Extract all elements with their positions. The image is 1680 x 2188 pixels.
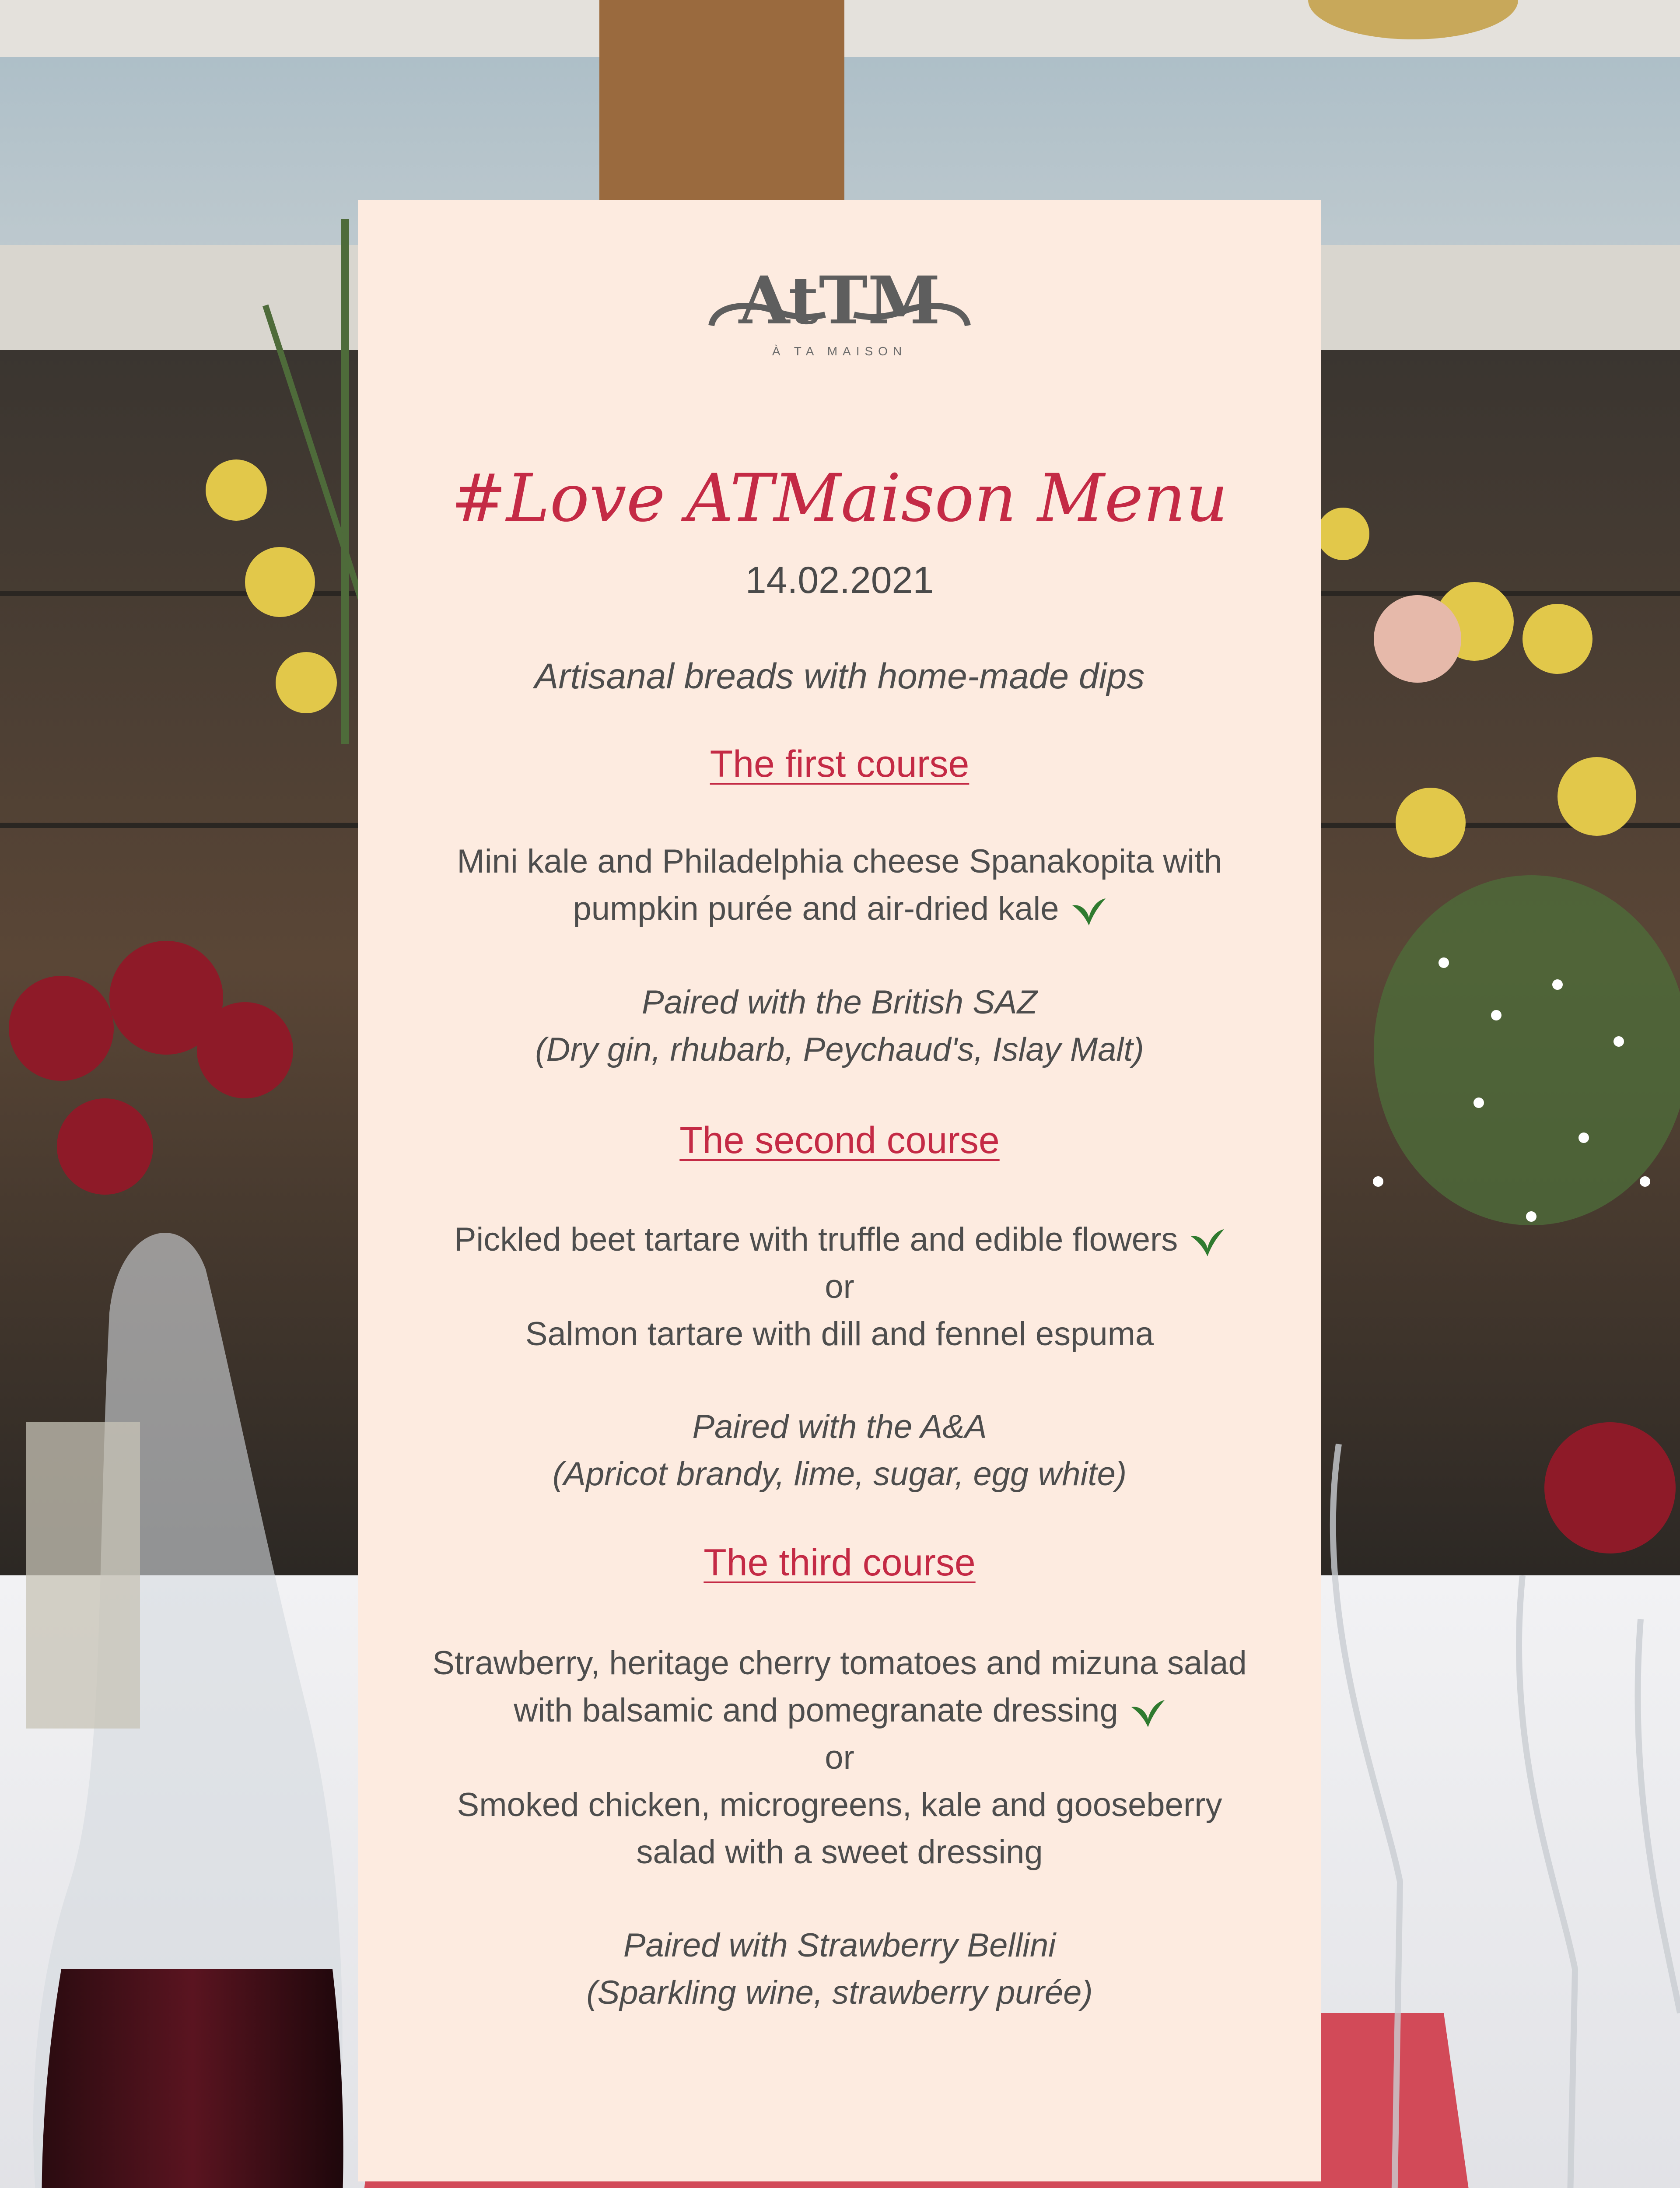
brand-logo (703, 249, 976, 363)
dish-line: Smoked chicken, microgreens, kale and gooseberry (457, 1786, 1222, 1823)
dish-line: salad with a sweet dressing (636, 1834, 1043, 1871)
menu-card (358, 200, 1321, 2181)
leaf-icon (1071, 896, 1106, 926)
dish-line: Strawberry, heritage cherry tomatoes and mizuna salad (432, 1645, 1247, 1682)
course-heading-first: The first course (710, 743, 970, 785)
dish-line-text: Pickled beet tartare with truffle and edible flowers (454, 1221, 1178, 1258)
course-heading-third: The third course (704, 1542, 976, 1584)
course-third-dishes (358, 1640, 1321, 1876)
menu-date: 14.02.2021 (745, 559, 934, 601)
pairing-line: (Sparkling wine, strawberry purée) (586, 1974, 1093, 2011)
dish-line-text: pumpkin purée and air-dried kale (573, 890, 1059, 927)
logo-letters: AtTM (738, 262, 941, 337)
pairing-line: (Apricot brandy, lime, sugar, egg white) (552, 1455, 1127, 1493)
leaf-icon (1190, 1227, 1225, 1257)
starter-block (358, 653, 1321, 700)
leaf-icon (1130, 1697, 1166, 1728)
dish-line: Mini kale and Philadelphia cheese Spanakopita with (457, 843, 1222, 880)
course-second-dishes (358, 1216, 1321, 1358)
brand-logo-mark (703, 249, 976, 337)
pairing-line: Paired with Strawberry Bellini (623, 1927, 1056, 1964)
course-first-dishes (358, 838, 1321, 933)
starter-text: Artisanal breads with home-made dips (534, 656, 1145, 696)
dish-line-with-leaf (358, 1687, 1321, 1734)
course-first-pairing (358, 979, 1321, 1073)
dish-line: or (825, 1739, 854, 1776)
course-second-pairing (358, 1403, 1321, 1498)
pairing-line: Paired with the A&A (692, 1408, 987, 1445)
dish-line: Salmon tartare with dill and fennel espuma (525, 1315, 1154, 1353)
course-third-pairing (358, 1922, 1321, 2016)
brand-tagline: À TA MAISON (772, 344, 907, 358)
pairing-line: Paired with the British SAZ (642, 984, 1037, 1021)
course-heading-second: The second course (679, 1119, 1000, 1161)
menu-title: #Love ATMaison Menu (451, 460, 1228, 536)
dish-line: or (825, 1268, 854, 1305)
pairing-line: (Dry gin, rhubarb, Peychaud's, Islay Malt) (535, 1031, 1144, 1068)
dish-line-with-leaf (358, 885, 1321, 933)
dish-line-text: with balsamic and pomegranate dressing (514, 1692, 1118, 1729)
dish-line-with-leaf (358, 1216, 1321, 1263)
